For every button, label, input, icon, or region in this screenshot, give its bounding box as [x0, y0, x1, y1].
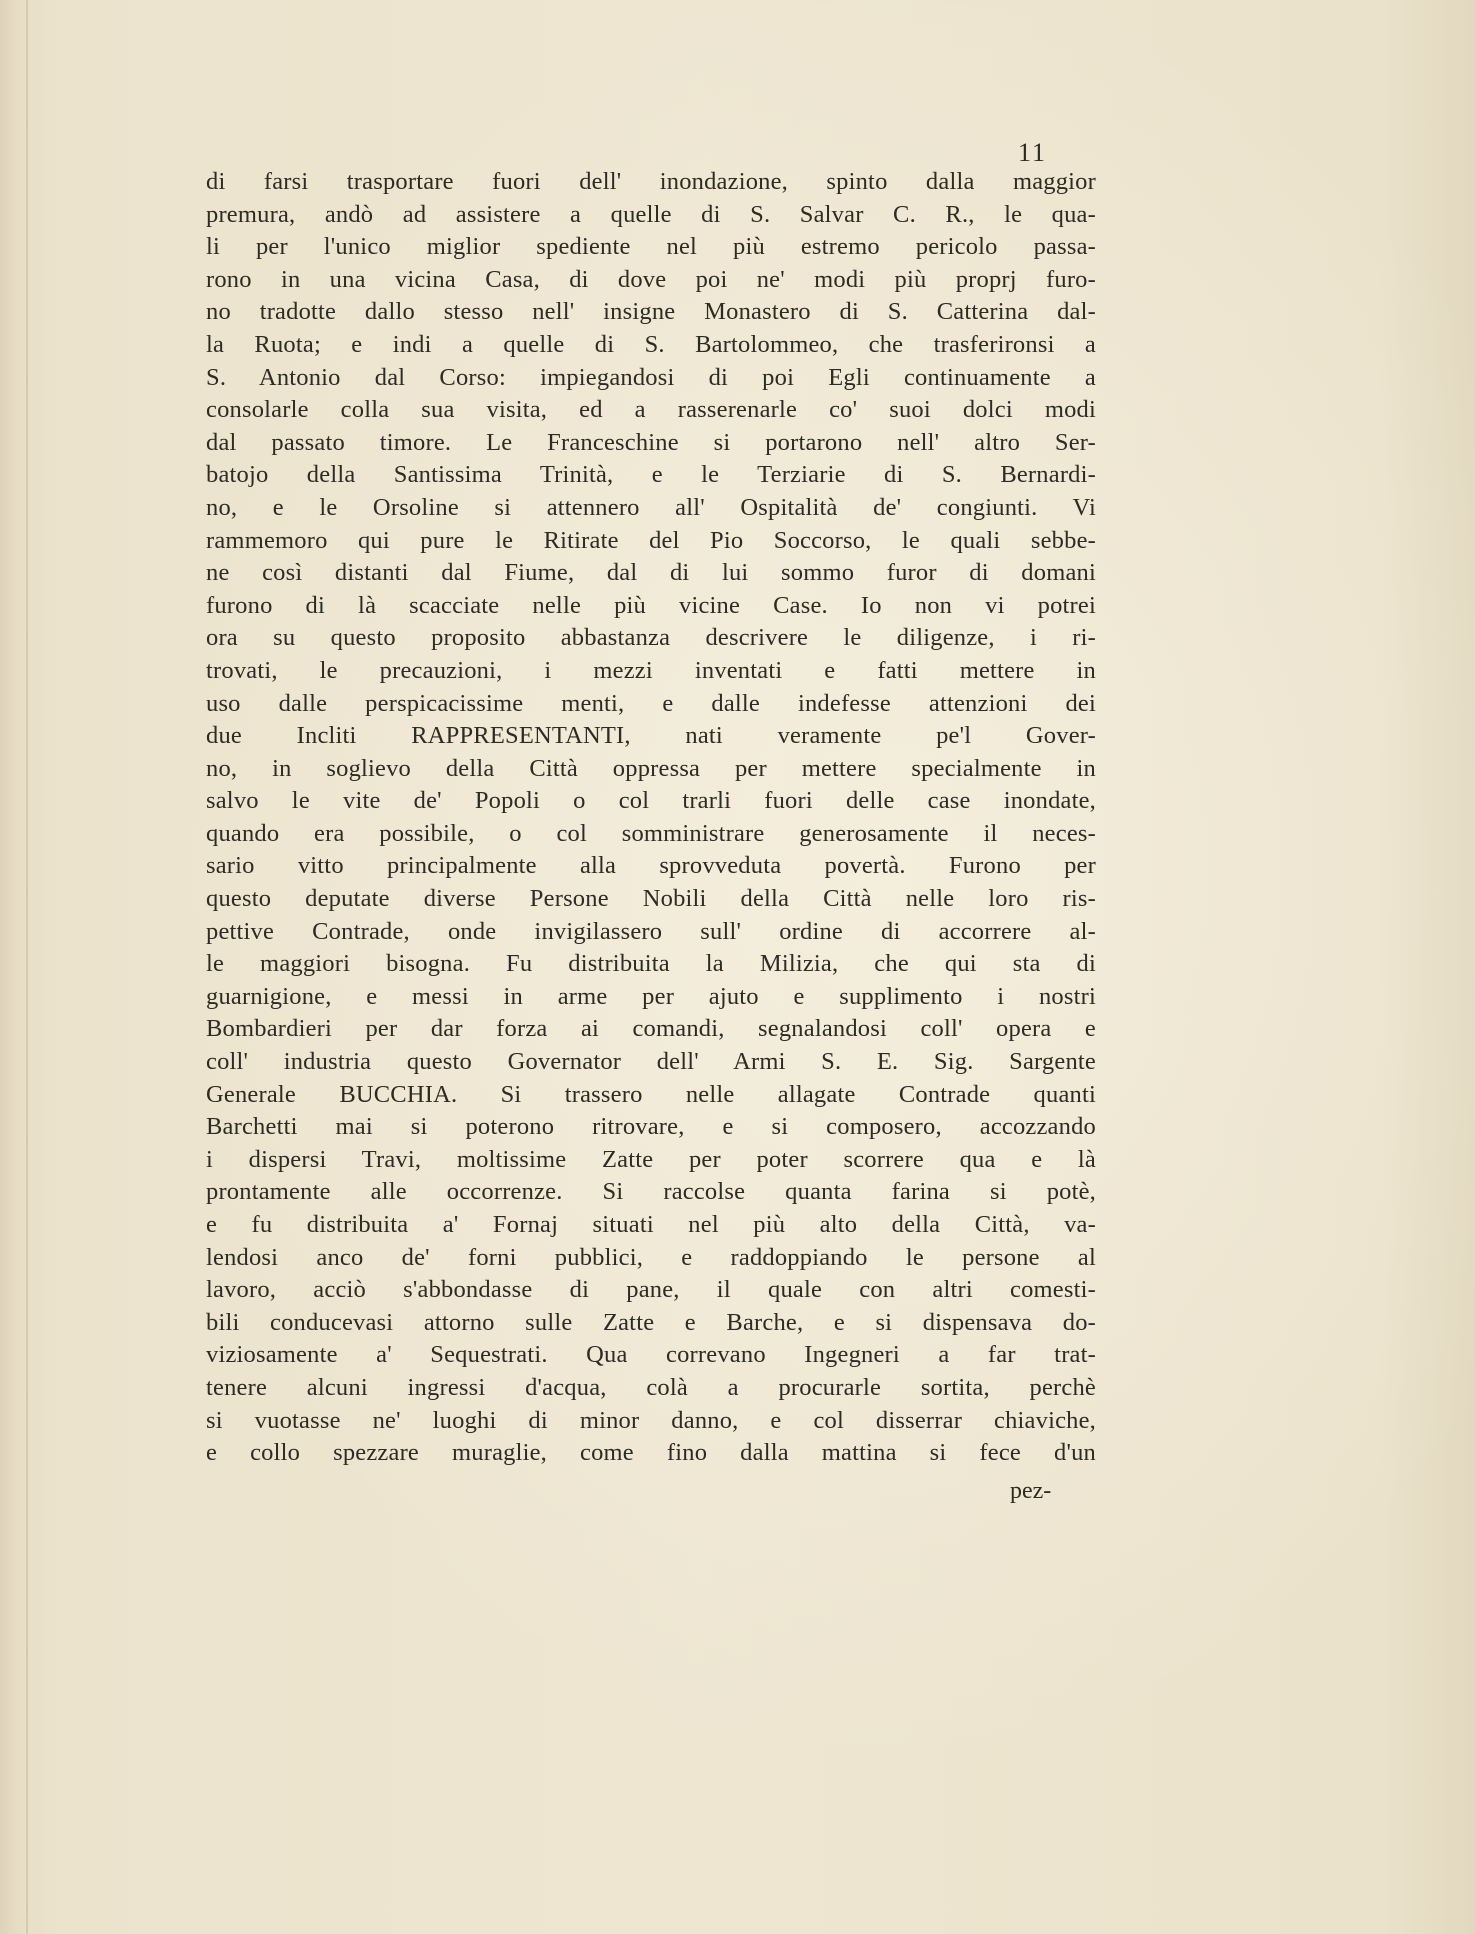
page-number: 11 — [1018, 138, 1048, 167]
text-line: ne così distanti dal Fiume, dal di lui sommo furor di domani — [206, 559, 1096, 587]
text-line: la Ruota; e indi a quelle di S. Bartolommeo, che trasferironsi a — [206, 330, 1096, 358]
text-line: e fu distribuita a' Fornaj situati nel più alto della Città, va- — [206, 1211, 1096, 1238]
text-line: no, in soglievo della Città oppressa per mettere specialmente in — [206, 754, 1096, 782]
text-line: e collo spezzare muraglie, come fino dalla mattina si fece d'un — [206, 1439, 1096, 1467]
text-line: viziosamente a' Sequestrati. Qua correvano Ingegneri a far trat- — [206, 1341, 1096, 1369]
text-line: S. Antonio dal Corso: impiegandosi di poi Egli continuamente a — [206, 363, 1096, 391]
text-line: dal passato timore. Le Franceschine si portarono nell' altro Ser- — [206, 428, 1096, 456]
text-line: le maggiori bisogna. Fu distribuita la Milizia, che qui sta di — [206, 950, 1096, 978]
text-line: Barchetti mai si poterono ritrovare, e si composero, accozzando — [206, 1113, 1096, 1141]
catchword: pez- — [1010, 1478, 1052, 1504]
text-line: questo deputate diverse Persone Nobili della Città nelle loro ris- — [206, 885, 1096, 913]
text-line: Bombardieri per dar forza ai comandi, segnalandosi coll' opera e — [206, 1015, 1096, 1043]
text-line: no, e le Orsoline si attennero all' Ospitalità de' congiunti. Vi — [206, 493, 1096, 521]
text-line: no tradotte dallo stesso nell' insigne Monastero di S. Catterina dal- — [206, 298, 1096, 326]
text-line: premura, andò ad assistere a quelle di S. Salvar C. R., le qua- — [206, 200, 1096, 228]
text-line: rono in una vicina Casa, di dove poi ne' modi più proprj furo- — [206, 265, 1096, 293]
text-line: batojo della Santissima Trinità, e le Terziarie di S. Bernardi- — [206, 461, 1096, 489]
text-line: bili conducevasi attorno sulle Zatte e Barche, e si dispensava do- — [206, 1308, 1096, 1336]
text-line: di farsi trasportare fuori dell' inondazione, spinto dalla maggior — [206, 168, 1096, 195]
text-line: prontamente alle occorrenze. Si raccolse quanta farina si potè, — [206, 1178, 1096, 1206]
text-line: lendosi anco de' forni pubblici, e raddoppiando le persone al — [206, 1243, 1096, 1271]
page-binding-edge — [26, 0, 28, 1934]
text-line: i dispersi Travi, moltissime Zatte per poter scorrere qua e là — [206, 1145, 1096, 1173]
text-line: uso dalle perspicacissime menti, e dalle indefesse attenzioni dei — [206, 689, 1096, 717]
text-line: li per l'unico miglior spediente nel più estremo pericolo passa- — [206, 233, 1096, 261]
text-line: si vuotasse ne' luoghi di minor danno, e col disserrar chiaviche, — [206, 1406, 1096, 1434]
text-line: salvo le vite de' Popoli o col trarli fuori delle case inondate, — [206, 787, 1096, 815]
text-line: guarnigione, e messi in arme per ajuto e supplimento i nostri — [206, 982, 1096, 1010]
text-line: lavoro, acciò s'abbondasse di pane, il quale con altri comesti- — [206, 1276, 1096, 1304]
text-line: sario vitto principalmente alla sprovveduta povertà. Furono per — [206, 852, 1096, 880]
text-line: due Incliti RAPPRESENTANTI, nati veramente pe'l Gover- — [206, 722, 1096, 750]
text-line: coll' industria questo Governator dell' Armi S. E. Sig. Sargente — [206, 1048, 1096, 1076]
text-line: trovati, le precauzioni, i mezzi inventati e fatti mettere in — [206, 656, 1096, 684]
body-text — [206, 166, 1096, 1470]
text-line: furono di là scacciate nelle più vicine Case. Io non vi potrei — [206, 591, 1096, 619]
text-line: tenere alcuni ingressi d'acqua, colà a procurarle sortita, perchè — [206, 1373, 1096, 1401]
text-line: quando era possibile, o col somministrare generosamente il neces- — [206, 819, 1096, 847]
text-line: consolarle colla sua visita, ed a rasserenarle co' suoi dolci modi — [206, 396, 1096, 424]
text-line: Generale BUCCHIA. Si trassero nelle allagate Contrade quanti — [206, 1080, 1096, 1108]
text-line: pettive Contrade, onde invigilassero sull' ordine di accorrere al- — [206, 917, 1096, 945]
text-line: rammemoro qui pure le Ritirate del Pio Soccorso, le quali sebbe- — [206, 526, 1096, 554]
text-line: ora su questo proposito abbastanza descrivere le diligenze, i ri- — [206, 624, 1096, 652]
